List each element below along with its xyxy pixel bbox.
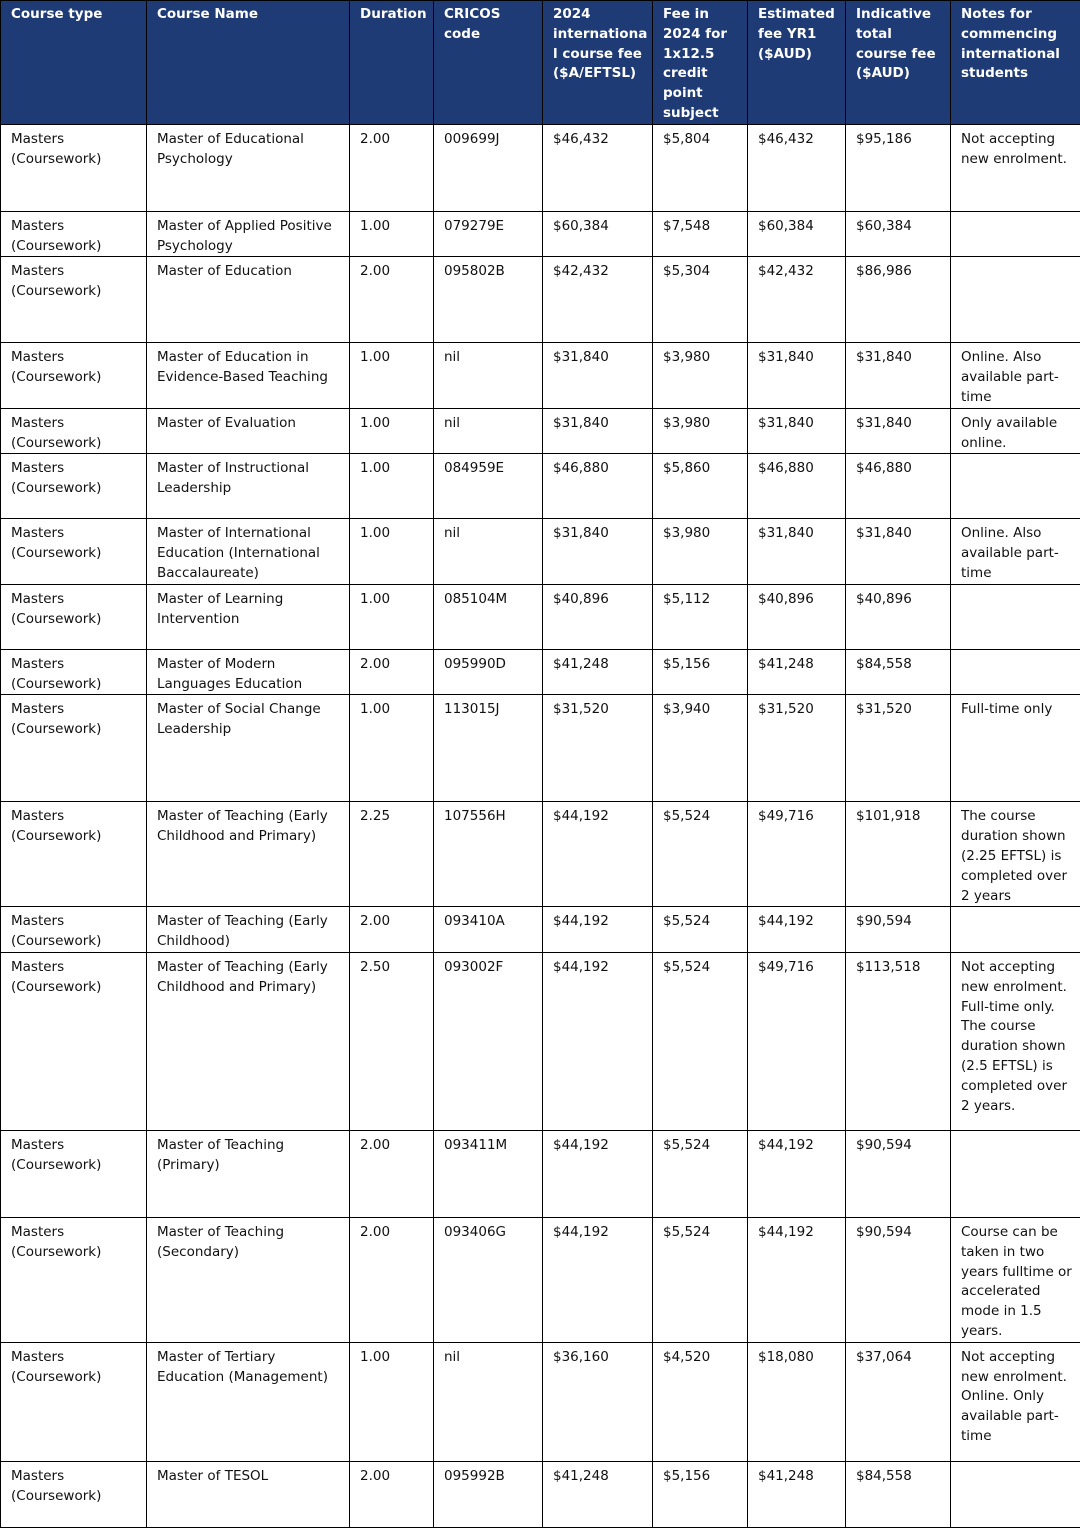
cell-total-fee: $60,384 [846,211,951,257]
table-row [1,1342,1080,1461]
cell-cricos-code: 084959E [434,454,543,519]
cell-fee-yr1: $40,896 [748,584,846,649]
table-body [1,124,1080,1527]
cell-international-fee: $40,896 [543,584,653,649]
cell-international-fee: $36,160 [543,1342,653,1461]
cell-course-type: Masters (Coursework) [1,584,147,649]
cell-notes: Not accepting new enrolment. [951,124,1080,211]
cell-course-type: Masters (Coursework) [1,802,147,907]
cell-notes [951,649,1080,695]
cell-subject-fee: $5,524 [653,907,748,953]
cell-international-fee: $46,432 [543,124,653,211]
table-row [1,907,1080,953]
cell-international-fee: $60,384 [543,211,653,257]
cell-international-fee: $44,192 [543,1130,653,1217]
cell-cricos-code: nil [434,343,543,408]
cell-course-type: Masters (Coursework) [1,695,147,802]
cell-fee-yr1: $60,384 [748,211,846,257]
cell-cricos-code: nil [434,519,543,584]
cell-international-fee: $44,192 [543,907,653,953]
cell-duration: 2.00 [350,1461,434,1527]
cell-fee-yr1: $31,840 [748,343,846,408]
cell-course-name: Master of Teaching (Early Childhood and Primary) [147,952,350,1130]
cell-course-name: Master of Social Change Leadership [147,695,350,802]
table-row [1,1461,1080,1527]
cell-notes [951,1461,1080,1527]
cell-total-fee: $113,518 [846,952,951,1130]
cell-subject-fee: $5,524 [653,952,748,1130]
cell-course-name: Master of Instructional Leadership [147,454,350,519]
cell-course-type: Masters (Coursework) [1,408,147,454]
cell-subject-fee: $5,524 [653,1130,748,1217]
cell-subject-fee: $5,156 [653,1461,748,1527]
cell-notes: Only available online. [951,408,1080,454]
cell-course-type: Masters (Coursework) [1,907,147,953]
cell-notes: Full-time only [951,695,1080,802]
cell-duration: 1.00 [350,1342,434,1461]
cell-cricos-code: 107556H [434,802,543,907]
cell-international-fee: $41,248 [543,1461,653,1527]
cell-fee-yr1: $41,248 [748,1461,846,1527]
cell-course-name: Master of International Education (International Baccalaureate) [147,519,350,584]
cell-notes [951,257,1080,343]
table-row [1,649,1080,695]
table-row [1,1130,1080,1217]
cell-cricos-code: 095990D [434,649,543,695]
table-row [1,519,1080,584]
cell-total-fee: $84,558 [846,1461,951,1527]
cell-fee-yr1: $31,520 [748,695,846,802]
cell-duration: 2.50 [350,952,434,1130]
cell-total-fee: $31,840 [846,519,951,584]
cell-subject-fee: $5,524 [653,802,748,907]
col-header-notes: Notes for commencing international students [951,1,1080,125]
cell-international-fee: $31,840 [543,343,653,408]
cell-duration: 2.25 [350,802,434,907]
cell-course-type: Masters (Coursework) [1,649,147,695]
table-row [1,1217,1080,1342]
col-header-cricos-code: CRICOS code [434,1,543,125]
cell-total-fee: $95,186 [846,124,951,211]
cell-international-fee: $46,880 [543,454,653,519]
cell-total-fee: $86,986 [846,257,951,343]
cell-subject-fee: $7,548 [653,211,748,257]
cell-cricos-code: 093406G [434,1217,543,1342]
cell-cricos-code: 093410A [434,907,543,953]
table-row [1,408,1080,454]
cell-course-name: Master of TESOL [147,1461,350,1527]
cell-total-fee: $40,896 [846,584,951,649]
table-row [1,584,1080,649]
cell-course-type: Masters (Coursework) [1,257,147,343]
cell-notes [951,1130,1080,1217]
cell-duration: 1.00 [350,695,434,802]
cell-duration: 2.00 [350,257,434,343]
cell-course-name: Master of Teaching (Early Childhood) [147,907,350,953]
cell-international-fee: $44,192 [543,952,653,1130]
cell-cricos-code: 009699J [434,124,543,211]
cell-duration: 1.00 [350,343,434,408]
col-header-fee-yr1: Estimated fee YR1 ($AUD) [748,1,846,125]
cell-subject-fee: $5,524 [653,1217,748,1342]
cell-total-fee: $31,520 [846,695,951,802]
cell-cricos-code: nil [434,1342,543,1461]
cell-total-fee: $90,594 [846,1217,951,1342]
col-header-course-type: Course type [1,1,147,125]
cell-subject-fee: $5,804 [653,124,748,211]
cell-duration: 1.00 [350,584,434,649]
cell-subject-fee: $3,980 [653,408,748,454]
cell-total-fee: $101,918 [846,802,951,907]
cell-subject-fee: $4,520 [653,1342,748,1461]
table-row [1,343,1080,408]
cell-course-type: Masters (Coursework) [1,343,147,408]
cell-notes: The course duration shown (2.25 EFTSL) is completed over 2 years [951,802,1080,907]
col-header-total-fee: Indicative total course fee ($AUD) [846,1,951,125]
cell-fee-yr1: $46,432 [748,124,846,211]
cell-fee-yr1: $44,192 [748,1130,846,1217]
cell-subject-fee: $3,980 [653,343,748,408]
cell-fee-yr1: $44,192 [748,907,846,953]
table-row [1,952,1080,1130]
cell-cricos-code: 113015J [434,695,543,802]
cell-subject-fee: $5,112 [653,584,748,649]
cell-course-type: Masters (Coursework) [1,952,147,1130]
cell-cricos-code: 085104M [434,584,543,649]
cell-course-name: Master of Education in Evidence-Based Teaching [147,343,350,408]
cell-total-fee: $84,558 [846,649,951,695]
cell-course-type: Masters (Coursework) [1,454,147,519]
cell-course-name: Master of Evaluation [147,408,350,454]
cell-fee-yr1: $46,880 [748,454,846,519]
table-row [1,454,1080,519]
table-row [1,802,1080,907]
cell-course-type: Masters (Coursework) [1,519,147,584]
cell-course-name: Master of Tertiary Education (Management) [147,1342,350,1461]
cell-international-fee: $31,520 [543,695,653,802]
col-header-international-fee: 2024 international course fee ($A/EFTSL) [543,1,653,125]
table-header-row [1,1,1080,125]
cell-subject-fee: $5,860 [653,454,748,519]
table-row [1,124,1080,211]
cell-notes [951,584,1080,649]
cell-subject-fee: $5,156 [653,649,748,695]
cell-total-fee: $90,594 [846,1130,951,1217]
cell-cricos-code: nil [434,408,543,454]
cell-subject-fee: $3,980 [653,519,748,584]
cell-course-name: Master of Educational Psychology [147,124,350,211]
cell-fee-yr1: $44,192 [748,1217,846,1342]
cell-fee-yr1: $18,080 [748,1342,846,1461]
cell-course-name: Master of Teaching (Early Childhood and Primary) [147,802,350,907]
table-row [1,257,1080,343]
cell-duration: 2.00 [350,907,434,953]
cell-subject-fee: $3,940 [653,695,748,802]
cell-notes: Not accepting new enrolment. Full-time only. The course duration shown (2.5 EFTSL) is completed over 2 years. [951,952,1080,1130]
cell-cricos-code: 095992B [434,1461,543,1527]
cell-duration: 2.00 [350,124,434,211]
cell-course-name: Master of Education [147,257,350,343]
cell-duration: 2.00 [350,649,434,695]
cell-subject-fee: $5,304 [653,257,748,343]
cell-notes [951,454,1080,519]
cell-notes: Online. Also available part-time [951,343,1080,408]
cell-course-type: Masters (Coursework) [1,211,147,257]
cell-duration: 1.00 [350,519,434,584]
cell-total-fee: $37,064 [846,1342,951,1461]
cell-course-name: Master of Modern Languages Education [147,649,350,695]
cell-fee-yr1: $42,432 [748,257,846,343]
cell-international-fee: $31,840 [543,519,653,584]
cell-course-type: Masters (Coursework) [1,1461,147,1527]
col-header-duration: Duration [350,1,434,125]
cell-total-fee: $46,880 [846,454,951,519]
cell-cricos-code: 093411M [434,1130,543,1217]
cell-total-fee: $31,840 [846,408,951,454]
cell-duration: 1.00 [350,211,434,257]
table-row [1,211,1080,257]
col-header-course-name: Course Name [147,1,350,125]
cell-cricos-code: 095802B [434,257,543,343]
cell-fee-yr1: $31,840 [748,408,846,454]
cell-duration: 2.00 [350,1217,434,1342]
cell-international-fee: $31,840 [543,408,653,454]
cell-course-name: Master of Teaching (Secondary) [147,1217,350,1342]
cell-notes: Not accepting new enrolment. Online. Only available part-time [951,1342,1080,1461]
cell-course-type: Masters (Coursework) [1,1130,147,1217]
cell-course-type: Masters (Coursework) [1,1342,147,1461]
cell-duration: 1.00 [350,408,434,454]
cell-notes [951,211,1080,257]
cell-cricos-code: 093002F [434,952,543,1130]
cell-course-name: Master of Teaching (Primary) [147,1130,350,1217]
cell-duration: 1.00 [350,454,434,519]
cell-notes: Course can be taken in two years fulltime or accelerated mode in 1.5 years. [951,1217,1080,1342]
cell-international-fee: $42,432 [543,257,653,343]
cell-total-fee: $31,840 [846,343,951,408]
cell-total-fee: $90,594 [846,907,951,953]
cell-course-name: Master of Applied Positive Psychology [147,211,350,257]
cell-course-type: Masters (Coursework) [1,1217,147,1342]
cell-course-type: Masters (Coursework) [1,124,147,211]
cell-cricos-code: 079279E [434,211,543,257]
cell-fee-yr1: $31,840 [748,519,846,584]
cell-notes [951,907,1080,953]
col-header-subject-fee: Fee in 2024 for 1x12.5 credit point subject [653,1,748,125]
cell-fee-yr1: $49,716 [748,952,846,1130]
cell-international-fee: $44,192 [543,802,653,907]
cell-course-name: Master of Learning Intervention [147,584,350,649]
cell-duration: 2.00 [350,1130,434,1217]
cell-fee-yr1: $49,716 [748,802,846,907]
cell-notes: Online. Also available part-time [951,519,1080,584]
table-row [1,695,1080,802]
cell-international-fee: $41,248 [543,649,653,695]
cell-fee-yr1: $41,248 [748,649,846,695]
cell-international-fee: $44,192 [543,1217,653,1342]
